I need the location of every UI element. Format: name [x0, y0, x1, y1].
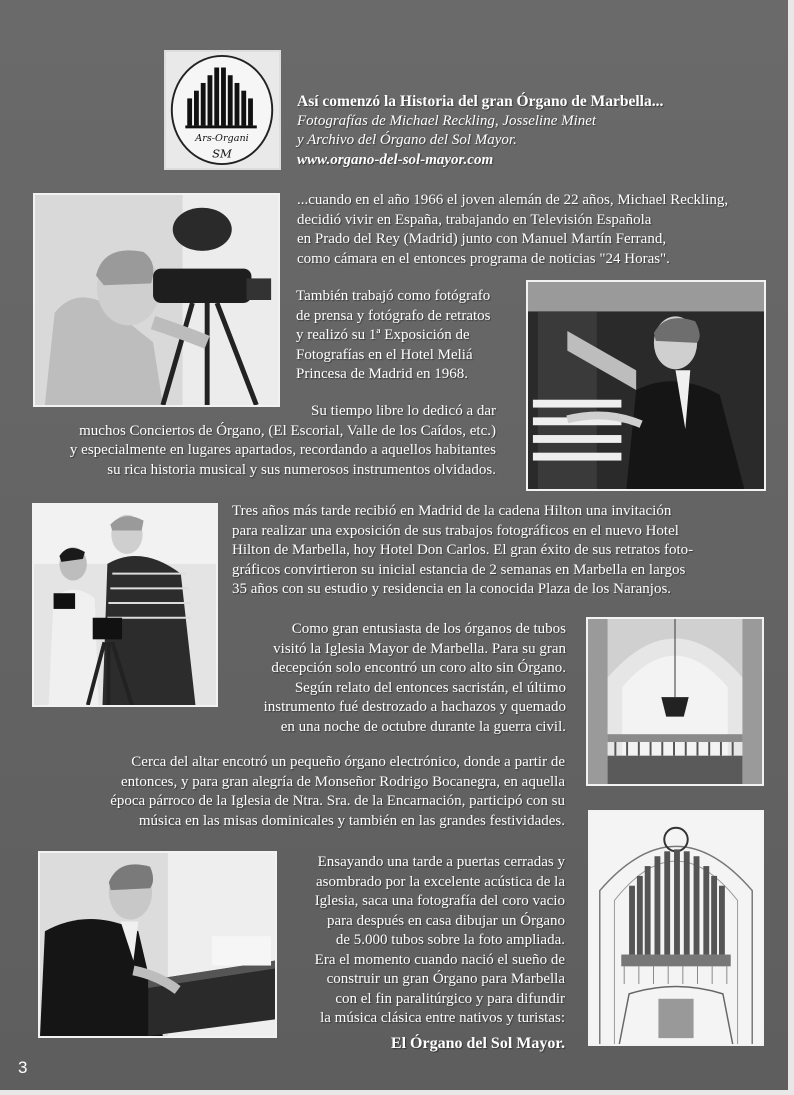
ars-organi-logo [164, 50, 281, 170]
page-title: Así comenzó la Historia del gran Órgano de Marbella... [297, 93, 664, 110]
logo-monogram: SM [212, 146, 232, 161]
altar-paragraph [110, 753, 565, 831]
church-line-3: decepción solo encontró un coro alto sin Órgano. [271, 660, 566, 676]
photographer-line-2: de prensa y fotógrafo de retratos [296, 307, 491, 324]
organ-drawing-icon [590, 812, 762, 1044]
page-number: 3 [18, 1058, 28, 1077]
website-url: www.organo-del-sol-mayor.com [297, 151, 494, 168]
photographer-line-1: También trabajó como fotógrafo [296, 288, 491, 304]
photographers-photo [32, 503, 218, 707]
dream-line-8: con el fin paralitúrgico y para difundir [335, 990, 565, 1007]
dream-line-7: construir un gran Órgano para Marbella [326, 971, 565, 987]
dream-line-2: asombrado por la excelente acústica de la [315, 873, 565, 890]
film-camera-photo-icon [35, 195, 278, 405]
concerts-paragraph [70, 402, 496, 480]
intro-line-1: ...cuando en el año 1966 el joven alemán de 22 años, Michael Reckling, [297, 192, 729, 208]
organ-pipes-logo-icon [166, 52, 279, 168]
credits-line-2: y Archivo del Órgano del Sol Mayor. [297, 132, 517, 148]
dream-line-3: Iglesia, saca una fotografía del coro vacio [314, 893, 565, 909]
credits-line-1: Fotografías de Michael Reckling, Josseline Minet [297, 112, 597, 129]
concerts-line-1: Su tiempo libre lo dedicó a dar [311, 403, 496, 419]
dream-paragraph [315, 853, 565, 1053]
hilton-line-4: gráficos convirtieron su inicial estancia de 2 semanas en Marbella en largos [232, 561, 686, 578]
photographer-line-4: Fotografías en el Hotel Meliá [296, 346, 473, 363]
hilton-line-3: Hilton de Marbella, hoy Hotel Don Carlos. El gran éxito de sus retratos foto- [232, 542, 694, 558]
cameraman-photo [33, 193, 280, 407]
hilton-line-2: para realizar una exposición de sus trabajos fotográficos en el nuevo Hotel [232, 522, 679, 539]
altar-line-1: Cerca del altar encotró un pequeño órgano electrónico, donde a partir de [131, 754, 565, 770]
photographer-line-5: Princesa de Madrid en 1968. [296, 366, 469, 382]
church-choir-photo [586, 617, 764, 786]
hilton-line-5: 35 años con su estudio y residencia en la conocida Plaza de los Naranjos. [232, 581, 672, 597]
logo-wordmark: Ars-Organi [195, 132, 249, 144]
photographer-paragraph [296, 287, 491, 385]
intro-line-4: como cámara en el entonces programa de noticias "24 Horas". [297, 250, 670, 267]
altar-line-2: entonces, y para gran alegría de Monseñor Rodrigo Bocanegra, en aquella [121, 773, 565, 790]
dream-line-4: para después en casa dibujar un Órgano [327, 912, 565, 929]
intro-line-3: en Prado del Rey (Madrid) junto con Manuel Martín Ferrand, [297, 231, 667, 247]
photographer-line-3: y realizó su 1ª Exposición de [296, 327, 470, 343]
concerts-line-4: su rica historia musical y sus numerosos instrumentos olvidados. [107, 461, 496, 478]
church-choir-photo-icon [588, 619, 762, 784]
intro-line-2: decidió vivir en España, trabajando en Televisión Española [297, 211, 652, 228]
church-paragraph [264, 620, 566, 737]
dream-line-5: de 5.000 tubos sobre la foto ampliada. [335, 932, 565, 948]
piano-portrait-photo-icon [40, 853, 275, 1036]
church-line-4: Según relato del entonces sacristán, el último [294, 679, 566, 696]
organist-photo [526, 280, 766, 491]
dream-line-1: Ensayando una tarde a puertas cerradas y [317, 854, 565, 870]
altar-line-4: música en las misas dominicales y también en las grandes festividades. [138, 812, 565, 829]
organ-console-photo-icon [528, 282, 764, 489]
church-line-1: Como gran entusiasta de los órganos de tubos [291, 621, 566, 637]
closing-title: El Órgano del Sol Mayor. [390, 1034, 565, 1052]
concerts-line-3: y especialmente en lugares apartados, recordando a aquellos habitantes [69, 442, 496, 458]
header-block [297, 92, 663, 170]
church-line-5: instrumento fué destrozado a hachazos y quemado [263, 699, 566, 715]
dream-line-6: Era el momento cuando nació el sueño de [314, 951, 565, 968]
photographers-photo-icon [34, 505, 216, 705]
dream-line-9: la música clásica entre nativos y turistas: [320, 1010, 565, 1026]
church-line-6: en una noche de octubre durante la guerra civil. [280, 718, 566, 735]
intro-paragraph [297, 191, 728, 269]
organ-drawing [588, 810, 764, 1046]
hilton-line-1: Tres años más tarde recibió en Madrid de la cadena Hilton una invitación [232, 503, 672, 519]
hilton-paragraph [232, 502, 693, 600]
church-line-2: visitó la Iglesia Mayor de Marbella. Para su gran [273, 640, 566, 657]
concerts-line-2: muchos Conciertos de Órgano, (El Escorial, Valle de los Caídos, etc.) [79, 422, 496, 439]
piano-portrait-photo [38, 851, 277, 1038]
altar-line-3: época párroco de la Iglesia de Ntra. Sra. de la Encarnación, participó con su [110, 793, 565, 809]
